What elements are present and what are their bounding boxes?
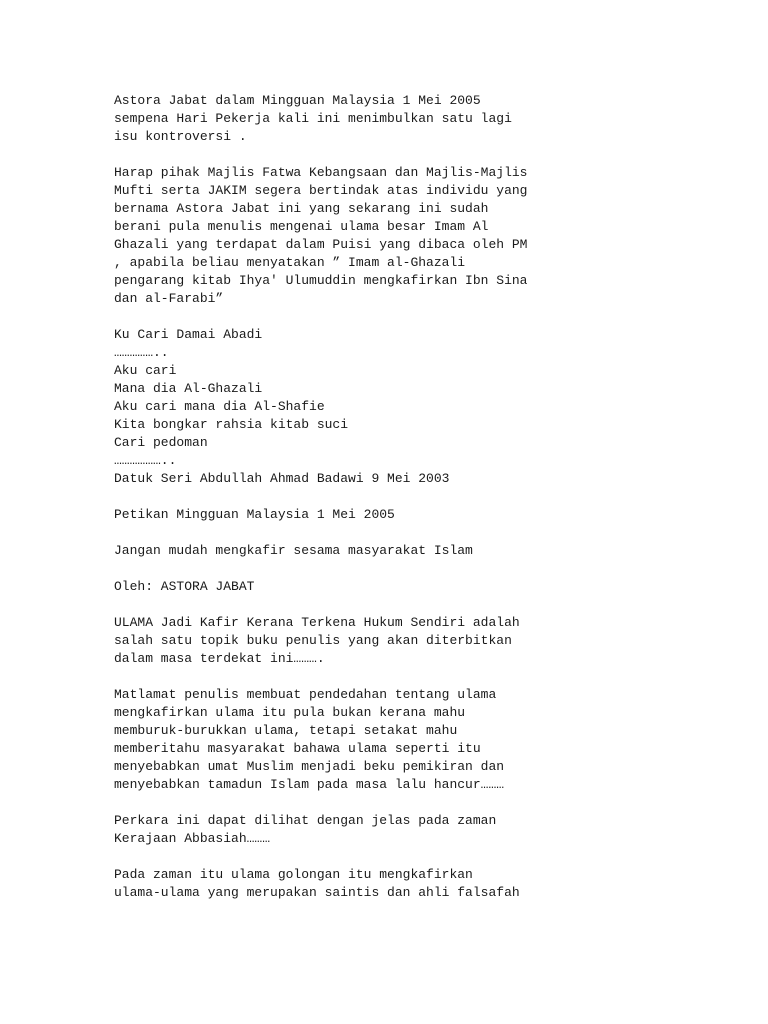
text-line: Ghazali yang terdapat dalam Puisi yang dibaca oleh PM <box>114 237 528 252</box>
text-line: Petikan Mingguan Malaysia 1 Mei 2005 <box>114 507 395 522</box>
text-line: Ku Cari Damai Abadi <box>114 327 263 342</box>
text-line: sempena Hari Pekerja kali ini menimbulkan satu lagi <box>114 111 512 126</box>
text-line: pengarang kitab Ihya' Ulumuddin mengkafirkan Ibn Sina <box>114 273 528 288</box>
paragraph <box>114 92 734 146</box>
text-line: Aku cari <box>114 363 177 378</box>
text-line: memburuk-burukkan ulama, tetapi setakat mahu <box>114 723 458 738</box>
text-line: Mana dia Al-Ghazali <box>114 381 263 396</box>
text-line: Jangan mudah mengkafir sesama masyarakat Islam <box>114 543 473 558</box>
paragraph <box>114 812 734 848</box>
paragraph <box>114 614 734 668</box>
paragraph <box>114 506 734 524</box>
text-line: salah satu topik buku penulis yang akan diterbitkan <box>114 633 512 648</box>
text-line: Harap pihak Majlis Fatwa Kebangsaan dan Majlis-Majlis <box>114 165 528 180</box>
text-line: Mufti serta JAKIM segera bertindak atas individu yang <box>114 183 528 198</box>
text-line: Perkara ini dapat dilihat dengan jelas pada zaman <box>114 813 497 828</box>
text-line: Aku cari mana dia Al-Shafie <box>114 399 325 414</box>
text-line: Cari pedoman <box>114 435 208 450</box>
text-line: Datuk Seri Abdullah Ahmad Badawi 9 Mei 2003 <box>114 471 450 486</box>
text-line: Kerajaan Abbasiah……… <box>114 831 271 846</box>
text-line: ……………….. <box>114 453 177 468</box>
paragraph <box>114 164 734 308</box>
paragraph <box>114 686 734 794</box>
text-line: dan al-Farabi” <box>114 291 224 306</box>
text-line: ULAMA Jadi Kafir Kerana Terkena Hukum Sendiri adalah <box>114 615 520 630</box>
text-line: Astora Jabat dalam Mingguan Malaysia 1 Mei 2005 <box>114 93 481 108</box>
text-line: ulama-ulama yang merupakan saintis dan ahli falsafah <box>114 885 520 900</box>
text-line: isu kontroversi . <box>114 129 247 144</box>
text-line: Kita bongkar rahsia kitab suci <box>114 417 349 432</box>
text-line: , apabila beliau menyatakan ” Imam al-Ghazali <box>114 255 466 270</box>
text-line: bernama Astora Jabat ini yang sekarang ini sudah <box>114 201 489 216</box>
paragraph <box>114 866 734 902</box>
text-line: …………….. <box>114 345 169 360</box>
document-body <box>114 92 734 920</box>
text-line: Pada zaman itu ulama golongan itu mengkafirkan <box>114 867 473 882</box>
text-line: menyebabkan umat Muslim menjadi beku pemikiran dan <box>114 759 505 774</box>
text-line: mengkafirkan ulama itu pula bukan kerana mahu <box>114 705 466 720</box>
text-line: menyebabkan tamadun Islam pada masa lalu hancur……… <box>114 777 505 792</box>
text-line: memberitahu masyarakat bahawa ulama seperti itu <box>114 741 481 756</box>
text-line: dalam masa terdekat ini………. <box>114 651 325 666</box>
text-line: Matlamat penulis membuat pendedahan tentang ulama <box>114 687 497 702</box>
paragraph <box>114 542 734 560</box>
paragraph <box>114 326 734 488</box>
text-line: berani pula menulis mengenai ulama besar Imam Al <box>114 219 489 234</box>
text-line: Oleh: ASTORA JABAT <box>114 579 255 594</box>
paragraph <box>114 578 734 596</box>
